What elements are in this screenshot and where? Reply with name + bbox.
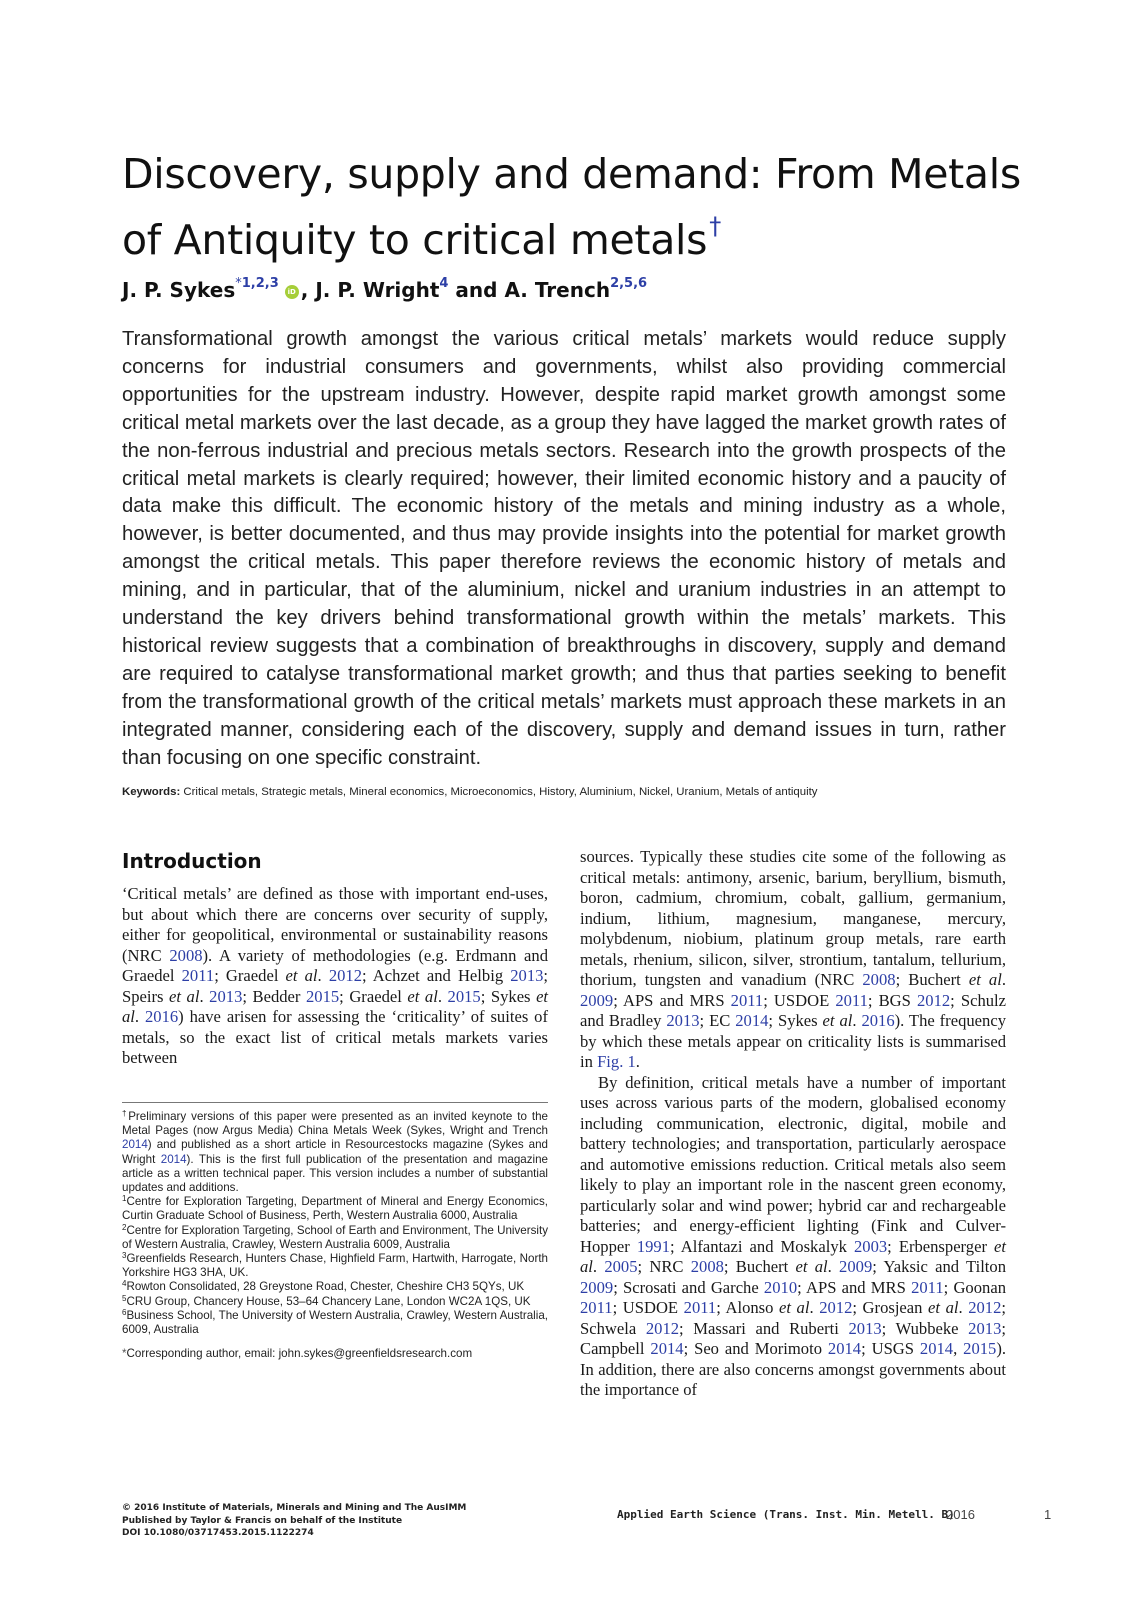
citation-link[interactable]: 2008 xyxy=(690,1257,724,1276)
italic-text: et al xyxy=(285,966,318,985)
citation-link[interactable]: 2015 xyxy=(447,986,481,1006)
author-separator: and xyxy=(448,278,505,302)
footnote-divider xyxy=(122,1102,548,1103)
citation-link[interactable]: 2014 xyxy=(160,1152,187,1166)
citation-link[interactable]: 2003 xyxy=(853,1236,888,1256)
affiliation-text: Centre for Exploration Targeting, School of Earth and Environment, The University of Western Australia, Crawley, Western Australia 6009, Australia xyxy=(122,1223,548,1251)
citation-link[interactable]: 2012 xyxy=(968,1298,1002,1317)
keywords-list: Critical metals, Strategic metals, Mineral economics, Microeconomics, History, Aluminium, Nickel, Uranium, Metals of antiquity xyxy=(183,786,818,798)
affiliation-item xyxy=(122,1195,548,1223)
italic-text: et al xyxy=(779,1298,810,1317)
journal-name: Applied Earth Science (Trans. Inst. Min. Metell. B) xyxy=(617,1508,955,1521)
citation-link[interactable]: 2005 xyxy=(604,1257,638,1276)
corresponding-author-email[interactable]: Corresponding author, email: john.sykes@greenfieldsresearch.com xyxy=(126,1347,473,1361)
text-run: ; NRC xyxy=(637,1257,691,1276)
footnotes xyxy=(122,1110,548,1361)
text-run: ; Bedder xyxy=(242,986,306,1006)
citation-link[interactable]: 2008 xyxy=(862,970,896,989)
citation-link[interactable]: 2009 xyxy=(580,990,614,1010)
citation-link[interactable]: 2014 xyxy=(735,1011,769,1030)
citation-link[interactable]: 2013 xyxy=(209,986,243,1006)
text-run: ; Scrosati and Garche xyxy=(613,1277,764,1297)
text-run: ; USDOE xyxy=(763,990,836,1010)
affiliation-item xyxy=(122,1295,548,1309)
corresponding-author-mark[interactable]: * xyxy=(235,276,242,291)
publisher-line: Published by Taylor & Francis on behalf of the Institute xyxy=(122,1515,403,1526)
text-run: , xyxy=(953,1339,964,1358)
affiliation-number: 6 xyxy=(122,1307,127,1317)
italic-text: et al xyxy=(407,986,438,1006)
copyright-line: © 2016 Institute of Materials, Minerals and Mining and The AusIMM xyxy=(122,1503,467,1513)
text-run: ; Speirs xyxy=(122,966,549,1006)
text-run: . xyxy=(199,986,210,1006)
affiliation-number: 2 xyxy=(122,1222,127,1232)
author-affiliation-numbers[interactable]: 1,2,3 xyxy=(241,276,279,291)
text-run: ; Campbell xyxy=(580,1318,1006,1358)
citation-link[interactable]: 2013 xyxy=(848,1318,882,1338)
text-run: ) have arisen for assessing the ‘criticality’ of suites of metals, so the exact list of critical metals markets varies between xyxy=(122,1007,548,1067)
affiliation-number: 1 xyxy=(122,1194,127,1204)
citation-link[interactable]: 2013 xyxy=(510,966,544,985)
text-run: ; APS and MRS xyxy=(613,990,731,1010)
affiliation-text: Business School, The University of Western Australia, Crawley, Western Australia, 6009, Australia xyxy=(122,1308,548,1337)
text-run: ; Sykes xyxy=(768,1011,823,1030)
citation-link[interactable]: 2011 xyxy=(580,1298,613,1317)
text-run: . xyxy=(592,1257,605,1276)
article-title xyxy=(122,148,1022,266)
body-paragraph xyxy=(122,884,548,1069)
keywords-label: Keywords: xyxy=(122,786,181,798)
corresponding-author-mark: * xyxy=(122,1347,127,1361)
citation-link[interactable]: 2013 xyxy=(666,1011,700,1030)
italic-text: et al xyxy=(580,1236,1007,1276)
citation-link[interactable]: 2011 xyxy=(181,966,215,985)
text-run: ; Buchert xyxy=(895,970,969,989)
orcid-icon[interactable]: iD xyxy=(285,285,299,299)
citation-link[interactable]: 2012 xyxy=(819,1298,853,1317)
text-run: ; Buchert xyxy=(723,1257,796,1276)
text-run: ; USDOE xyxy=(612,1298,684,1317)
citation-link[interactable]: 2012 xyxy=(645,1318,680,1338)
text-run: ; APS and MRS xyxy=(797,1277,912,1297)
italic-text: et al xyxy=(122,986,549,1026)
publication-year: 2016 xyxy=(946,1507,975,1522)
text-run: ; Schwela xyxy=(580,1298,1007,1338)
citation-link[interactable]: 2010 xyxy=(763,1277,798,1297)
citation-link[interactable]: 2014 xyxy=(827,1339,862,1358)
citation-link[interactable]: 2016 xyxy=(144,1007,179,1026)
text-run: ). This is the first full publication of the presentation and magazine article as a written technical paper. This version includes a number of substantial updates and additions. xyxy=(122,1152,548,1195)
citation-link[interactable]: 2008 xyxy=(169,945,203,965)
abstract: Transformational growth amongst the various critical metals’ markets would reduce supply concerns for industrial consumers and governments, whilst also providing commercial opportunities for the upstream industry. However, despite rapid market growth amongst some critical metal markets over the last decade, as a group they have lagged the market growth rates of the non-ferrous industrial and precious metals sectors. Research into the growth prospects of the critical metal markets is clearly required; however, their limited economic history and a paucity of data make this difficult. The economic history of the metals and mining industry as a whole, however, is better documented, and thus may provide insights into the potential for market growth amongst the critical metals. This paper therefore reviews the economic history of metals and mining, and in particular, that of the aluminium, nickel and uranium industries in an attempt to understand the key drivers behind transformational growth within the metals’ markets. This historical review suggests that a combination of breakthroughs in discovery, supply and demand are required to catalyse transformational market growth; and thus that parties seeking to benefit from the transformational growth of the critical metals’ markets must approach these markets in an integrated manner, considering each of the discovery, supply and demand issues in turn, rather than focusing on one specific constraint. xyxy=(122,328,1006,769)
affiliation-item xyxy=(122,1252,548,1280)
citation-link[interactable]: 2012 xyxy=(916,990,951,1010)
text-run: ). A variety of methodologies (e.g. Erdmann and Graedel xyxy=(122,945,549,985)
text-run: . xyxy=(852,1011,862,1030)
citation-link[interactable]: 2015 xyxy=(305,986,340,1006)
body-paragraph xyxy=(580,847,1006,1073)
author-affiliation-numbers[interactable]: 2,5,6 xyxy=(610,276,648,291)
text-run: . xyxy=(437,986,448,1006)
footnote-mark: † xyxy=(122,1109,129,1118)
text-run: ; Goonan xyxy=(943,1277,1006,1297)
citation-link[interactable]: 2013 xyxy=(968,1318,1002,1338)
citation-link[interactable]: 2011 xyxy=(835,990,868,1010)
affiliation-number: 5 xyxy=(122,1293,127,1303)
text-run: . xyxy=(809,1298,820,1317)
citation-link[interactable]: 2011 xyxy=(730,990,764,1010)
section-heading-introduction: Introduction xyxy=(122,849,262,873)
text-run: sources. Typically these studies cite some of the following as critical metals: antimony, arsenic, barium, beryllium, bismuth, boron, cadmium, chromium, cobalt, gallium, germanium, indium, lithium, magnesium, manganese, mercury, molybdenum, niobium, platinum group metals, rare earth metals, rhenium, silicon, silver, strontium, tantalum, tellurium, thorium, tungsten and vanadium (NRC xyxy=(580,847,1006,989)
text-run: ‘Critical metals’ are defined as those with important end-uses, but about which there are concerns over security of supply, either for geopolitical, environmental or sustainability reasons (NRC xyxy=(122,884,548,965)
author-name: A. Trench xyxy=(504,278,611,302)
footnote-preliminary xyxy=(122,1110,548,1195)
text-run: . xyxy=(134,1007,145,1026)
text-run: ; Achzet and Helbig xyxy=(362,966,511,985)
affiliation-list xyxy=(122,1195,548,1337)
title-footnote-mark[interactable]: † xyxy=(709,212,721,240)
affiliation-text: CRU Group, Chancery House, 53–64 Chancery Lane, London WC2A 1QS, UK xyxy=(126,1294,531,1308)
text-run: ; EC xyxy=(699,1011,736,1030)
text-run: ; Graedel xyxy=(214,966,286,985)
text-run: ; Grosjean xyxy=(852,1298,929,1317)
text-run: By definition, critical metals have a number of important uses across various parts of the modern, globalised economy including communication, electronic, digital, mobile and battery technologies; and transportation, particularly aerospace and automotive emissions reduction. Critical metals also seem likely to play an important role in the nascent green economy, particularly solar and wind power; hybrid car and rechargeable batteries; and energy-efficient lighting (Fink and Culver-Hopper xyxy=(580,1072,1006,1256)
page-number: 1 xyxy=(1044,1507,1052,1522)
text-run: ; Yaksic and Tilton xyxy=(872,1257,1007,1276)
text-run: . xyxy=(958,1298,969,1317)
text-run: ; USGS xyxy=(861,1339,920,1358)
affiliation-text: Greenfields Research, Hunters Chase, Highfield Farm, Hartwith, Harrogate, North Yorkshire HG3 3HA, UK. xyxy=(122,1252,548,1280)
citation-link[interactable]: 2014 xyxy=(650,1339,684,1358)
copyright-block xyxy=(122,1502,582,1540)
text-run: . xyxy=(1001,970,1006,989)
text-run: ; Wubbeke xyxy=(881,1318,969,1338)
body-paragraph xyxy=(580,1073,1006,1401)
author-list xyxy=(122,276,1022,304)
affiliation-number: 3 xyxy=(122,1251,127,1261)
italic-text: et al xyxy=(822,1011,853,1030)
right-column xyxy=(580,847,1006,1401)
citation-link[interactable]: 2014 xyxy=(122,1138,148,1152)
citation-link[interactable]: 2009 xyxy=(839,1257,873,1276)
author-affiliation-numbers[interactable]: 4 xyxy=(439,276,449,291)
doi-line[interactable]: DOI 10.1080/03717453.2015.1122274 xyxy=(122,1528,314,1538)
affiliation-text: Centre for Exploration Targeting, Department of Mineral and Energy Economics, Curtin Graduate School of Business, Perth, Western Australia 6000, Australia xyxy=(122,1195,548,1223)
citation-link[interactable]: Fig. 1 xyxy=(597,1052,636,1071)
text-run: ; Schulz and Bradley xyxy=(580,990,1007,1030)
left-column xyxy=(122,846,548,1069)
citation-link[interactable]: 1991 xyxy=(636,1236,671,1256)
article-title-text: Discovery, supply and demand: From Metals of Antiquity to critical metals xyxy=(122,150,1021,264)
citation-link[interactable]: 2014 xyxy=(919,1339,954,1358)
italic-text: et al xyxy=(795,1257,828,1276)
text-run: . xyxy=(635,1052,640,1071)
keywords xyxy=(122,784,1022,800)
text-run: ; Erbensperger xyxy=(887,1236,995,1256)
affiliation-number: 4 xyxy=(122,1279,127,1289)
corresponding-author-note xyxy=(122,1347,548,1361)
text-run: ). In addition, there are also concerns amongst governments about the importance of xyxy=(580,1339,1007,1399)
italic-text: et al xyxy=(968,970,1002,989)
affiliation-item xyxy=(122,1309,548,1337)
text-run: ; Massari and Ruberti xyxy=(679,1318,849,1338)
text-run: ; BGS xyxy=(867,990,917,1010)
author-name: J. P. Sykes xyxy=(122,278,236,302)
citation-link[interactable]: 2012 xyxy=(328,966,362,985)
author-separator: , xyxy=(300,278,316,302)
affiliation-item xyxy=(122,1224,548,1252)
italic-text: et al xyxy=(169,986,200,1006)
text-run: ; Alfantazi and Moskalyk xyxy=(670,1236,854,1256)
italic-text: et al xyxy=(928,1298,959,1317)
text-run: ) and published as a short article in Resourcestocks magazine (Sykes and Wright xyxy=(122,1138,548,1166)
text-run: ; Sykes xyxy=(480,986,537,1006)
citation-link[interactable]: 2016 xyxy=(861,1011,895,1030)
affiliation-item xyxy=(122,1280,548,1294)
citation-link[interactable]: 2011 xyxy=(683,1298,717,1317)
text-run: ; Graedel xyxy=(339,986,408,1006)
text-run: ; Seo and Morimoto xyxy=(683,1339,828,1358)
citation-link[interactable]: 2009 xyxy=(580,1277,614,1297)
text-run: . xyxy=(317,966,329,985)
text-run: ). The frequency by which these metals appear on criticality lists is summarised in xyxy=(580,1011,1006,1071)
text-run: . xyxy=(827,1257,840,1276)
citation-link[interactable]: 2011 xyxy=(911,1277,944,1297)
author-name: J. P. Wright xyxy=(315,278,440,302)
citation-link[interactable]: 2015 xyxy=(963,1339,997,1358)
text-run: Preliminary versions of this paper were presented as an invited keynote to the Metal Pages (now Argus Media) China Metals Week (Sykes, Wright and Trench xyxy=(122,1110,548,1138)
text-run: ; Alonso xyxy=(716,1298,780,1317)
affiliation-text: Rowton Consolidated, 28 Greystone Road, Chester, Cheshire CH3 5QYs, UK xyxy=(126,1280,525,1294)
